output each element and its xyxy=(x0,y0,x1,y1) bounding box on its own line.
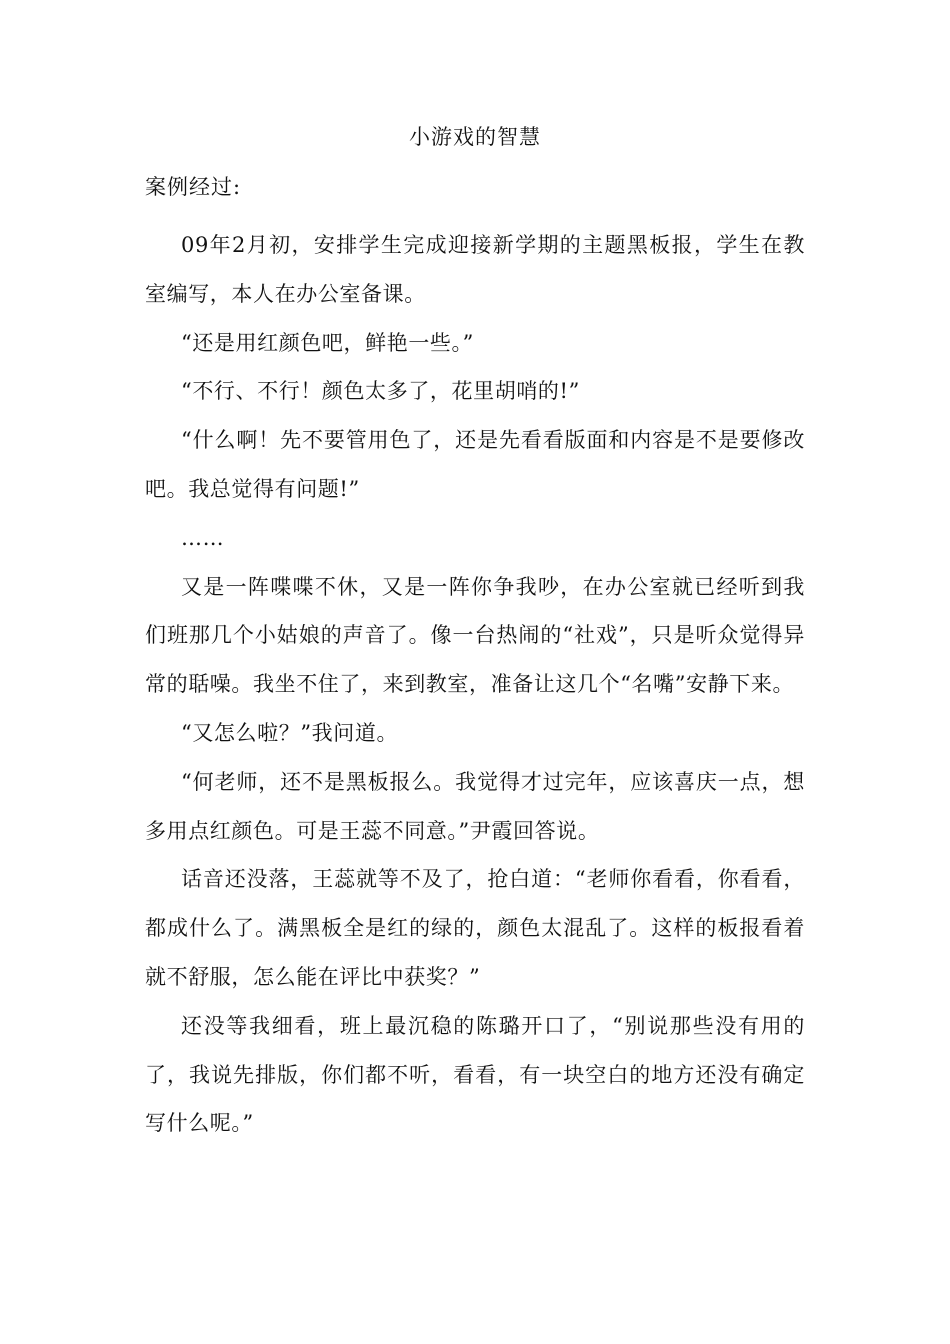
section-heading: 案例经过: xyxy=(145,175,242,199)
paragraph-10: 还没等我细看，班上最沉稳的陈璐开口了，“别说那些没有用的了，我说先排版，你们都不听，看看，有一块空白的地方还没有确定写什么呢。” xyxy=(145,1013,805,1136)
paragraph-3: “不行、不行！颜色太多了，花里胡哨的!” xyxy=(181,379,580,404)
paragraph-8: “何老师，还不是黑板报么。我觉得才过完年，应该喜庆一点，想多用点红颜色。可是王蕊不同意。”尹霞回答说。 xyxy=(145,769,805,843)
document-title: 小游戏的智慧 xyxy=(409,125,541,149)
paragraph-9: 话音还没落，王蕊就等不及了，抢白道：“老师你看看，你看看，都成什么了。满黑板全是红的绿的，颜色太混乱了。这样的板报看着就不舒服，怎么能在评比中获奖？” xyxy=(145,867,805,989)
paragraph-7: “又怎么啦？”我问道。 xyxy=(181,720,399,745)
paragraph-2: “还是用红颜色吧，鲜艳一些。” xyxy=(181,330,474,355)
document-body xyxy=(145,221,805,1148)
paragraph-ellipsis: …… xyxy=(181,525,225,550)
paragraph-6: 又是一阵喋喋不休，又是一阵你争我吵，在办公室就已经听到我们班那几个小姑娘的声音了。像一台热闹的“社戏”，只是听众觉得异常的聒噪。我坐不住了，来到教室，准备让这几个“名嘴”安静下来。 xyxy=(145,574,805,697)
paragraph-1: 09年2月初，安排学生完成迎接新学期的主题黑板报，学生在教室编写，本人在办公室备课。 xyxy=(145,233,805,306)
paragraph-4: “什么啊！先不要管用色了，还是先看看版面和内容是不是要修改吧。我总觉得有问题!” xyxy=(145,428,805,501)
